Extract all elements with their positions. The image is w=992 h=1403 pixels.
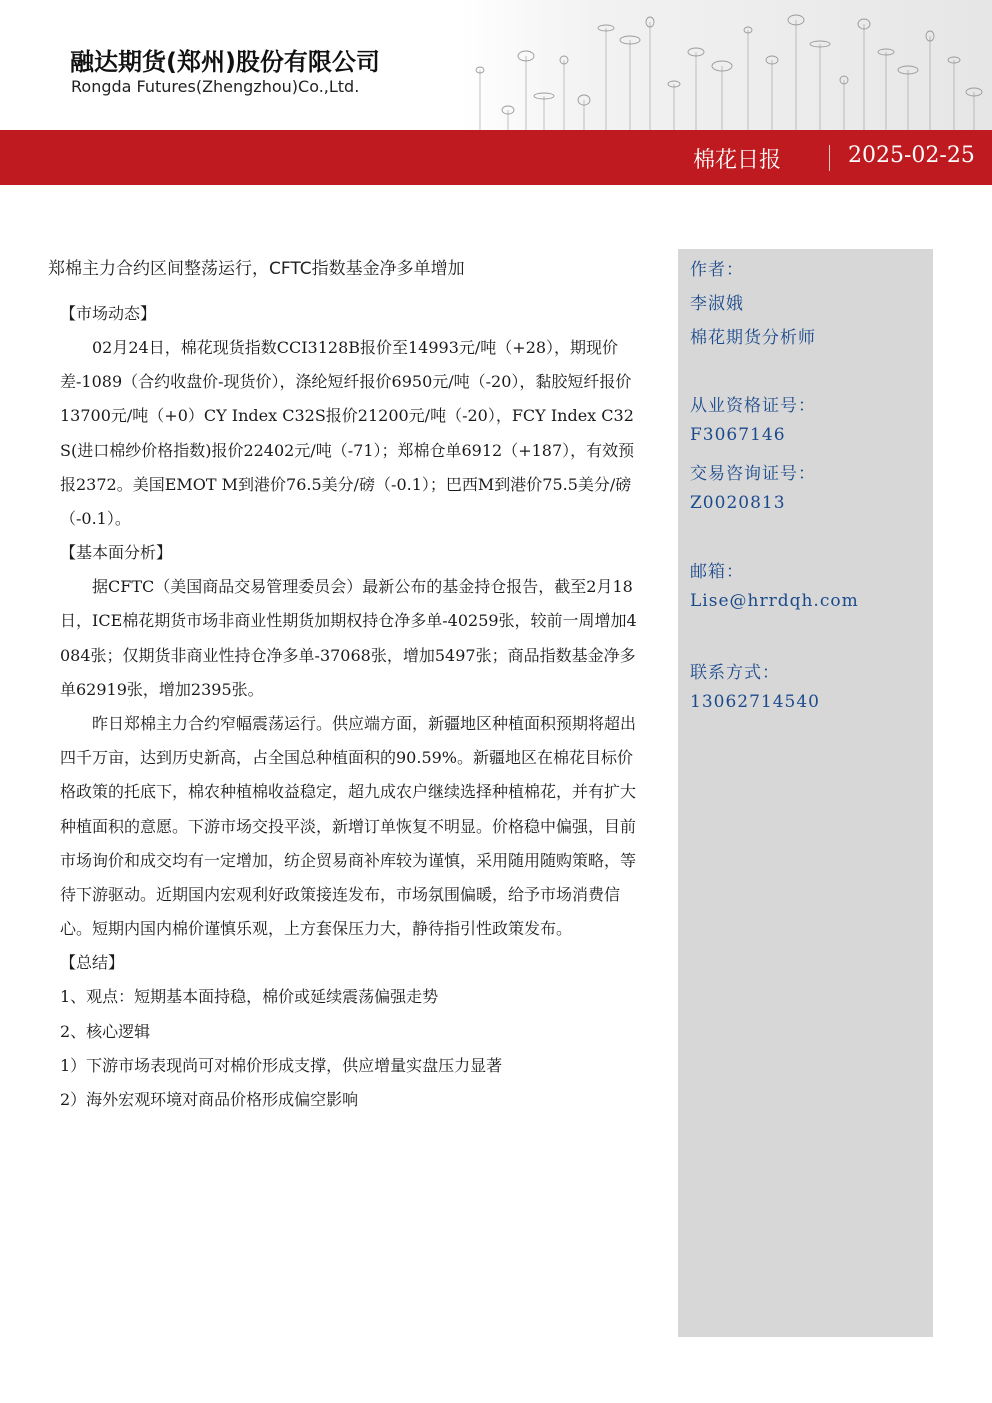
report-date: 2025-02-25	[848, 143, 975, 168]
consult-label: 交易咨询证号：	[690, 464, 816, 484]
header-decoration-graphic	[460, 0, 992, 130]
author-label: 作者：	[690, 260, 744, 280]
paragraph-market: 02月24日，棉花现货指数CCI3128B报价至14993元/吨（+28），期现价差-1089（合约收盘价-现货价），涤纶短纤报价6950元/吨（-20），黏胶短纤报价13700元/吨（+0）CY Index C32S报价21200元/吨（-20），FCY Index C32S(进口棉纱价格指数)报价22402元/吨（-71）；郑棉仓单6912（+187），有效预报2372。美国EMOT M到港价76.5美分/磅（-0.1）；巴西M到港价75.5美分/磅（-0.1）。	[60, 338, 635, 529]
license-number: F3067146	[690, 425, 786, 445]
author-sidebar	[678, 249, 933, 1337]
banner-divider	[829, 145, 830, 171]
email-link[interactable]: Lise@hrrdqh.com	[690, 591, 859, 611]
summary-line: 2、核心逻辑	[60, 1021, 151, 1041]
article-title: 郑棉主力合约区间整荡运行，CFTC指数基金净多单增加	[48, 259, 465, 279]
contact-label: 联系方式：	[690, 663, 780, 683]
email-label: 邮箱：	[690, 562, 744, 582]
summary-line: 2）海外宏观环境对商品价格形成偏空影响	[60, 1090, 359, 1110]
paragraph-fundamental-1: 据CFTC（美国商品交易管理委员会）最新公布的基金持仓报告，截至2月18日，ICE棉花期货市场非商业性期货加期权持仓净多单-40259张，较前一周增加4084张；仅期货非商业性持仓净多单-37068张，增加5497张；商品指数基金净多单62919张，增加2395张。	[60, 577, 637, 699]
author-name: 李淑娥	[690, 294, 744, 314]
paragraph-fundamental-2: 昨日郑棉主力合约窄幅震荡运行。供应端方面，新疆地区种植面积预期将超出四千万亩，达到历史新高，占全国总种植面积的90.59%。新疆地区在棉花目标价格政策的托底下，棉农种植棉收益稳定，超九成农户继续选择种植棉花，并有扩大种植面积的意愿。下游市场交投平淡，新增订单恢复不明显。价格稳中偏强，目前市场询价和成交均有一定增加，纺企贸易商补库较为谨慎，采用随用随购策略，等待下游驱动。近期国内宏观利好政策接连发布，市场氛围偏暖，给予市场消费信心。短期内国内棉价谨慎乐观，上方套保压力大，静待指引性政策发布。	[60, 714, 637, 939]
consult-number: Z0020813	[690, 493, 786, 513]
license-label: 从业资格证号：	[690, 396, 816, 416]
author-title: 棉花期货分析师	[690, 328, 816, 348]
summary-line: 1）下游市场表现尚可对棉价形成支撑，供应增量实盘压力显著	[60, 1055, 503, 1075]
section-heading-fundamental: 【基本面分析】	[60, 543, 173, 563]
company-name-cn: 融达期货(郑州)股份有限公司	[70, 48, 380, 76]
company-name-en: Rongda Futures(Zhengzhou)Co.,Ltd.	[71, 77, 360, 96]
summary-line: 1、观点：短期基本面持稳，棉价或延续震荡偏强走势	[60, 987, 439, 1007]
section-heading-summary: 【总结】	[60, 953, 125, 973]
report-name: 棉花日报	[693, 148, 782, 173]
report-banner	[0, 130, 992, 185]
article-body	[48, 250, 638, 1117]
page-header	[0, 0, 992, 130]
phone-number: 13062714540	[690, 692, 820, 712]
section-heading-market: 【市场动态】	[60, 304, 157, 323]
